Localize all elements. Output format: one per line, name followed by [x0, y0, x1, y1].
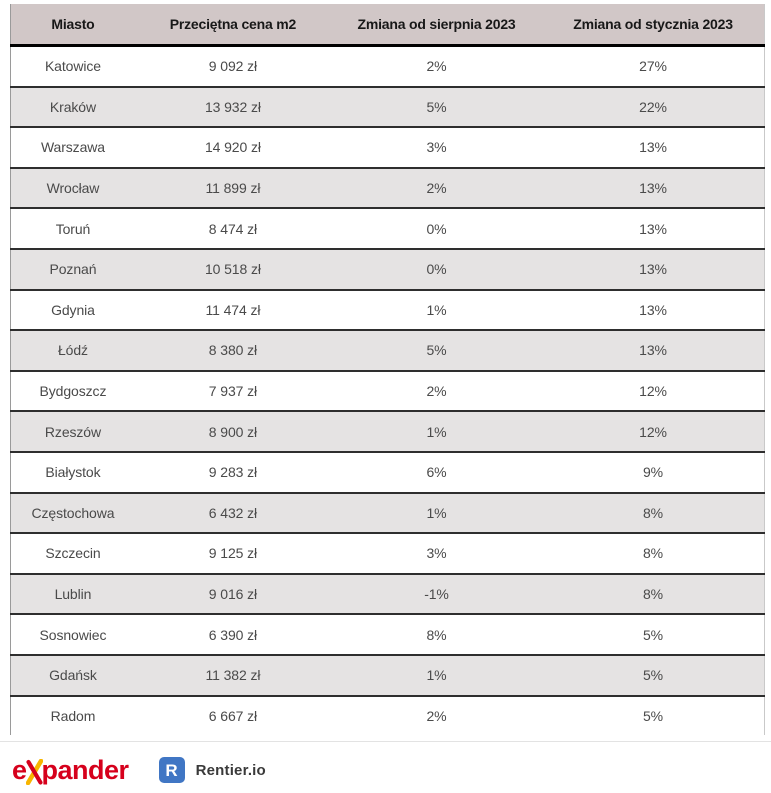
cell-price: 10 518 zł	[135, 249, 331, 290]
cell-city: Poznań	[11, 249, 135, 290]
table-row	[11, 493, 765, 534]
cell-change-aug: -1%	[331, 574, 542, 615]
cell-city: Gdynia	[11, 290, 135, 331]
cell-city: Gdańsk	[11, 655, 135, 696]
cell-city: Białystok	[11, 452, 135, 493]
cell-change-aug: 2%	[331, 371, 542, 412]
cell-change-aug: 2%	[331, 46, 542, 87]
expander-logo	[12, 754, 129, 785]
cell-price: 13 932 zł	[135, 87, 331, 128]
cell-city: Wrocław	[11, 168, 135, 209]
table-row	[11, 208, 765, 249]
cell-city: Toruń	[11, 208, 135, 249]
cell-city: Radom	[11, 696, 135, 736]
cell-price: 6 667 zł	[135, 696, 331, 736]
table-body	[11, 46, 765, 736]
cell-change-aug: 8%	[331, 614, 542, 655]
cell-city: Lublin	[11, 574, 135, 615]
cell-change-aug: 6%	[331, 452, 542, 493]
expander-x-icon	[26, 759, 43, 785]
cell-change-aug: 1%	[331, 493, 542, 534]
cell-change-jan: 13%	[542, 168, 764, 209]
column-header-change-jan: Zmiana od stycznia 2023	[542, 4, 764, 46]
cell-change-jan: 13%	[542, 127, 764, 168]
cell-change-aug: 3%	[331, 533, 542, 574]
cell-change-aug: 1%	[331, 655, 542, 696]
cell-city: Częstochowa	[11, 493, 135, 534]
table-row	[11, 696, 765, 736]
cell-city: Łódź	[11, 330, 135, 371]
cell-change-aug: 1%	[331, 411, 542, 452]
cell-change-aug: 1%	[331, 290, 542, 331]
cell-price: 6 390 zł	[135, 614, 331, 655]
cell-change-aug: 5%	[331, 330, 542, 371]
cell-city: Rzeszów	[11, 411, 135, 452]
table-row	[11, 533, 765, 574]
cell-change-jan: 13%	[542, 290, 764, 331]
cell-change-jan: 12%	[542, 371, 764, 412]
cell-change-jan: 13%	[542, 249, 764, 290]
rentier-r-icon: R	[159, 757, 185, 783]
cell-change-jan: 9%	[542, 452, 764, 493]
table-row	[11, 411, 765, 452]
cell-price: 9 125 zł	[135, 533, 331, 574]
cell-change-jan: 8%	[542, 493, 764, 534]
table-row	[11, 330, 765, 371]
cell-city: Bydgoszcz	[11, 371, 135, 412]
cell-price: 8 380 zł	[135, 330, 331, 371]
column-header-city: Miasto	[11, 4, 135, 46]
cell-price: 11 474 zł	[135, 290, 331, 331]
cell-change-jan: 22%	[542, 87, 764, 128]
table-header	[11, 4, 765, 46]
cell-change-jan: 8%	[542, 574, 764, 615]
table-row	[11, 655, 765, 696]
cell-price: 6 432 zł	[135, 493, 331, 534]
cell-change-aug: 5%	[331, 87, 542, 128]
cell-change-jan: 13%	[542, 330, 764, 371]
table-row	[11, 371, 765, 412]
cell-city: Katowice	[11, 46, 135, 87]
cell-price: 9 283 zł	[135, 452, 331, 493]
cell-change-jan: 8%	[542, 533, 764, 574]
cell-price: 7 937 zł	[135, 371, 331, 412]
cell-change-jan: 12%	[542, 411, 764, 452]
cell-change-aug: 0%	[331, 249, 542, 290]
cell-price: 11 382 zł	[135, 655, 331, 696]
cell-change-aug: 2%	[331, 696, 542, 736]
expander-logo-text-e: e	[12, 754, 27, 785]
cell-city: Kraków	[11, 87, 135, 128]
cell-change-aug: 3%	[331, 127, 542, 168]
footer	[0, 742, 771, 790]
column-header-change-aug: Zmiana od sierpnia 2023	[331, 4, 542, 46]
table-row	[11, 452, 765, 493]
cell-change-jan: 13%	[542, 208, 764, 249]
cell-city: Sosnowiec	[11, 614, 135, 655]
price-table-container	[10, 4, 765, 735]
table-row	[11, 614, 765, 655]
table-row	[11, 249, 765, 290]
cell-price: 8 474 zł	[135, 208, 331, 249]
cell-price: 14 920 zł	[135, 127, 331, 168]
cell-change-aug: 2%	[331, 168, 542, 209]
cell-price: 8 900 zł	[135, 411, 331, 452]
expander-logo-text-pander: pander	[41, 754, 129, 785]
price-table	[10, 4, 765, 735]
cell-change-jan: 27%	[542, 46, 764, 87]
cell-city: Warszawa	[11, 127, 135, 168]
table-row	[11, 574, 765, 615]
cell-change-jan: 5%	[542, 696, 764, 736]
cell-change-jan: 5%	[542, 655, 764, 696]
table-row	[11, 290, 765, 331]
cell-change-jan: 5%	[542, 614, 764, 655]
rentier-logo-label: Rentier.io	[195, 761, 266, 779]
table-row	[11, 127, 765, 168]
cell-city: Szczecin	[11, 533, 135, 574]
table-row	[11, 87, 765, 128]
table-row	[11, 168, 765, 209]
cell-price: 11 899 zł	[135, 168, 331, 209]
table-row	[11, 46, 765, 87]
rentier-logo	[159, 757, 266, 783]
column-header-price: Przeciętna cena m2	[135, 4, 331, 46]
cell-change-aug: 0%	[331, 208, 542, 249]
cell-price: 9 016 zł	[135, 574, 331, 615]
cell-price: 9 092 zł	[135, 46, 331, 87]
